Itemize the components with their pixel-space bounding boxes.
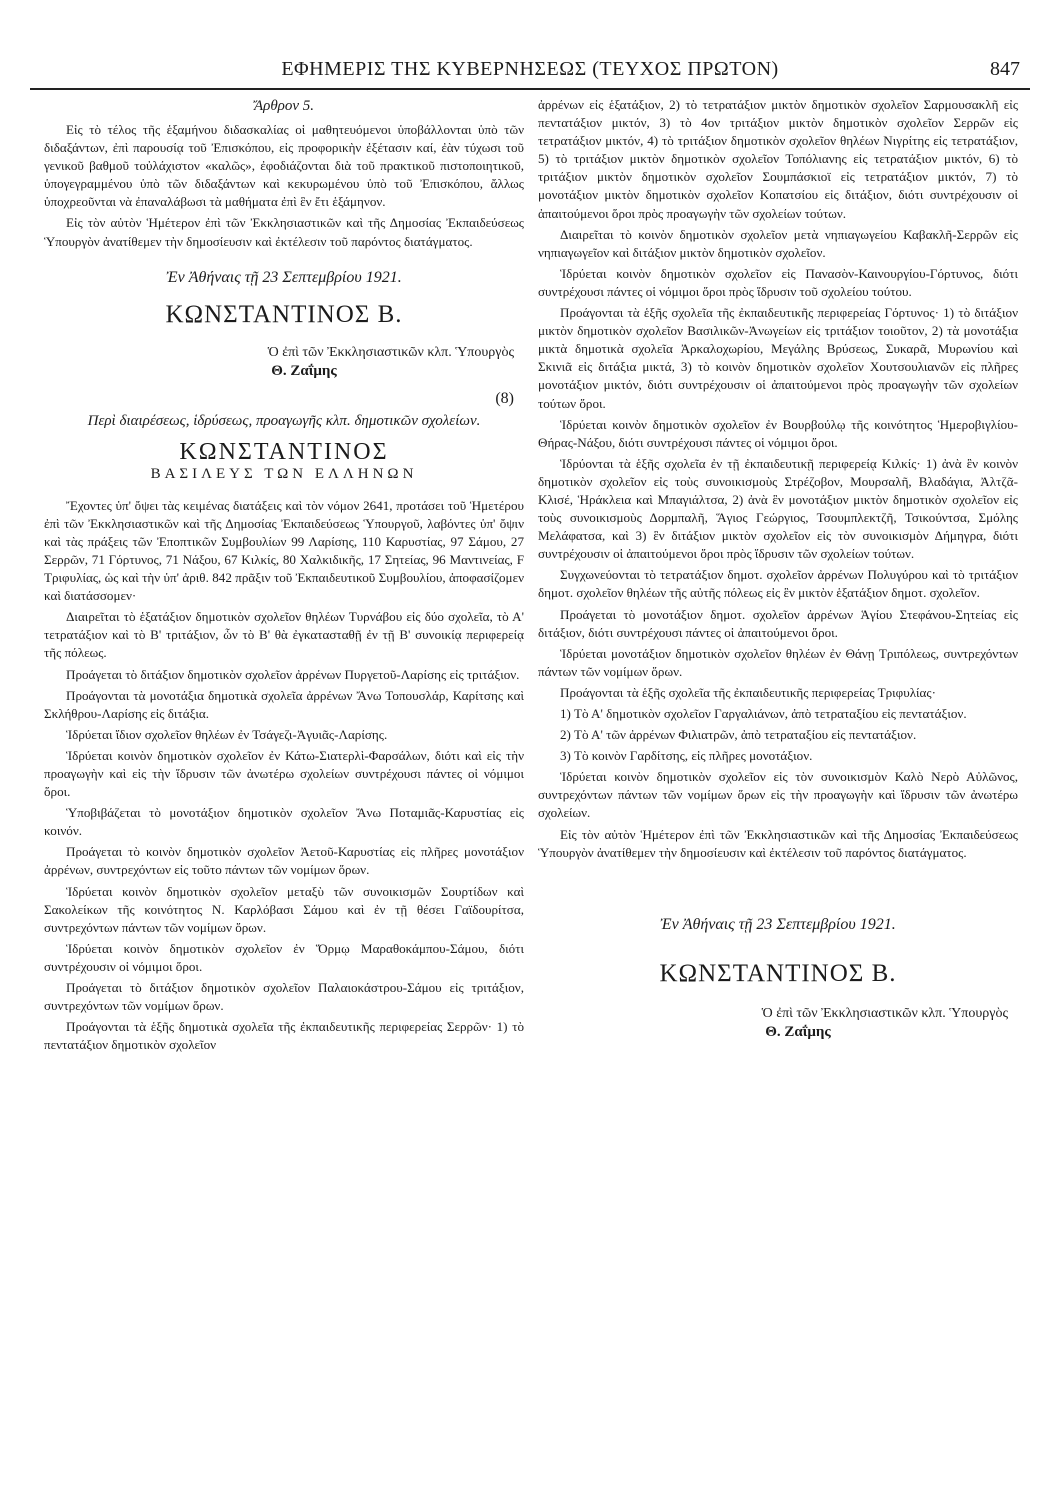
paragraph: Προάγονται τὰ μονοτάξια δημοτικὰ σχολεῖα ἀρρένων Ἄνω Τοπουσλάρ, Καρίτσης καὶ Σκλήθρου-Λαρίσης εἰς διτάξια. — [44, 687, 524, 721]
paragraph: Ἱδρύεται κοινὸν δημοτικὸν σχολεῖον εἰς Πανασὸν-Καινουργίου-Γόρτυνος, διότι συντρέχουσι πάντες οἱ νόμιμοι ὅροι πρὸς ἵδρυσιν τοῦ σχολείου τούτου. — [538, 265, 1018, 299]
paragraph: Προάγεται τὸ κοινὸν δημοτικὸν σχολεῖον Ἀετοῦ-Καρυστίας εἰς πλῆρες μονοτάξιον ἀρρένων, συντρεχόντων εἰς τοῦτο πάντων τῶν νομίμων ὅρων. — [44, 844, 524, 878]
paragraph: Ἱδρύεται ἴδιον σχολεῖον θηλέων ἐν Τσάγεζι-Ἀγυιᾶς-Λαρίσης. — [66, 726, 388, 742]
right-column — [538, 96, 1018, 1049]
king-signature: ΚΩΝΣΤΑΝΤΙΝΟΣ Β. — [165, 300, 403, 328]
paragraph: Εἰς τὸν αὐτὸν Ἡμέτερον ἐπὶ τῶν Ἐκκλησιαστικῶν καὶ τῆς Δημοσίας Ἐκπαιδεύσεως Ὑπουργὸν ἀνατίθεμεν τὴν δημοσίευσιν καὶ ἐκτέλεσιν τοῦ παρόντος διατάγματος. — [44, 215, 524, 249]
paragraph: Ἱδρύεται κοινὸν δημοτικὸν σχολεῖον εἰς τὸν συνοικισμὸν Καλὸ Νερὸ Αὐλῶνος, συντρεχόντων πάντων τῶν νομίμων ὅρων εἰς τὴν προαγωγὴν καὶ ἵδρυσιν τῶν ἀνωτέρω σχολείων. — [538, 769, 1018, 821]
minister-role: Ὁ ἐπὶ τῶν Ἐκκλησιαστικῶν κλπ. Ὑπουργὸς — [267, 344, 514, 360]
minister-name: Θ. Ζαΐμης — [765, 1023, 831, 1040]
paragraph: Προάγεται τὸ διτάξιον δημοτικὸν σχολεῖον ἀρρένων Πυργετοῦ-Λαρίσης εἰς τριτάξιον. — [66, 666, 520, 682]
paragraph: Ἱδρύεται κοινὸν δημοτικὸν σχολεῖον ἐν Βουρβούλῳ τῆς κοινότητος Ἡμεροβιγλίου-Θήρας-Νάξου, διότι συντρέχουσι πάντες οἱ νόμιμοι ὅροι. — [538, 416, 1018, 450]
decree-date: Ἐν Ἀθήναις τῇ 23 Σεπτεμβρίου 1921. — [660, 915, 896, 933]
page-header — [30, 52, 1030, 90]
king-title-heading: ΒΑΣΙΛΕΥΣ ΤΩΝ ΕΛΛΗΝΩΝ — [150, 465, 418, 482]
paragraph: Προάγεται τὸ μονοτάξιον δημοτ. σχολεῖον ἀρρένων Ἁγίου Στεφάνου-Σητείας εἰς διτάξιον, διότι συντρέχουσι πάντες οἱ ἀπαιτούμενοι ὅροι. — [538, 606, 1018, 640]
paragraph: Προάγονται τὰ ἑξῆς σχολεῖα τῆς ἐκπαιδευτικῆς περιφερείας Γόρτυνος· 1) τὸ διτάξιον μικτὸν δημοτικὸν σχολεῖον Βασιλικῶν-Ἀνωγείων εἰς τριτάξιον τοιοῦτον, 2) τὰ μονοτάξια μικτὰ δημοτικὰ σχολεῖα Ἀρκαλοχωρίου, Μεγάλης Βρύσεως, Συκαρᾶ, Μυρωνίου καὶ Σκινιᾶ εἰς διτάξια μικτά, 3) τὸ κοινὸν δημοτικὸν σχολεῖον Χουτσουλιανῶν εἰς πλῆρες μονοτάξιον μικτόν, διότι συντρέχουσιν οἱ ἀπαιτούμενοι πρὸς προαγωγὴν τῶν σχολείων τούτων ὅροι. — [538, 305, 1018, 411]
paragraph: Ἱδρύεται κοινὸν δημοτικὸν σχολεῖον μεταξὺ τῶν συνοικισμῶν Σουρτίδων καὶ Σακολείκων τῆς κοινότητος Ν. Καρλόβασι Σάμου καὶ ἐν τῇ θέσει Γαϊδουρίτσα, συντρεχόντων πάντων τῶν νομίμων ὅρων. — [44, 883, 524, 935]
paragraph: Ἱδρύεται κοινὸν δημοτικὸν σχολεῖον ἐν Ὅρμῳ Μαραθοκάμπου-Σάμου, διότι συντρέχουσιν οἱ νόμιμοι ὅροι. — [44, 940, 524, 974]
gazette-title: ΕΦΗΜΕΡΙΣ ΤΗΣ ΚΥΒΕΡΝΗΣΕΩΣ (ΤΕΥΧΟΣ ΠΡΩΤΟΝ) — [281, 58, 779, 80]
paragraph: Εἰς τὸν αὐτὸν Ἡμέτερον ἐπὶ τῶν Ἐκκλησιαστικῶν καὶ τῆς Δημοσίας Ἐκπαιδεύσεως Ὑπουργὸν ἀνατίθεμεν τὴν δημοσίευσιν καὶ ἐκτέλεσιν τοῦ παρόντος διατάγματος. — [538, 826, 1018, 860]
minister-role: Ὁ ἐπὶ τῶν Ἐκκλησιαστικῶν κλπ. Ὑπουργὸς — [761, 1005, 1008, 1021]
left-column — [44, 96, 524, 1054]
paragraph: Ἱδρύεται κοινὸν δημοτικὸν σχολεῖον ἐν Κάτω-Σιατερλὶ-Φαρσάλων, διότι καὶ εἰς τὴν προαγωγὴν καὶ εἰς τὴν ἵδρυσιν τῶν ἀνωτέρω σχολείων συντρέχουσι πάντες οἱ νόμιμοι ὅροι. — [44, 747, 524, 800]
paragraph: Προάγεται τὸ διτάξιον δημοτικὸν σχολεῖον Παλαιοκάστρου-Σάμου εἰς τριτάξιον, συντρεχόντων τῶν νομίμων ὅρων. — [44, 980, 524, 1014]
list-item: 2) Τὸ Α' τῶν ἀρρένων Φιλιατρῶν, ἀπὸ τετραταξίου εἰς πεντατάξιον. — [560, 727, 917, 743]
decree-number: (8) — [495, 389, 514, 407]
list-item: 1) Τὸ Α' δημοτικὸν σχολεῖον Γαργαλιάνων, ἀπὸ τετραταξίου εἰς πεντατάξιον. — [560, 706, 967, 721]
king-name-heading: ΚΩΝΣΤΑΝΤΙΝΟΣ — [179, 438, 389, 465]
decree-number-row — [44, 388, 524, 412]
paragraph: Ἱδρύονται τὰ ἑξῆς σχολεῖα ἐν τῇ ἐκπαιδευτικῇ περιφερείᾳ Κιλκίς· 1) ἀνὰ ἓν κοινὸν δημοτικὸν σχολεῖον εἰς τοὺς συνοικισμοὺς Στρέζοβον, Μουρσαλῆ, Βλαδάγια, Ἀλτζᾶ-Κλισέ, Ἡράκλεια καὶ Μπαγιάλτσα, 2) ἀνὰ ἓν μονοτάξιον μικτὸν δημοτικὸν σχολεῖον εἰς τοὺς συνοικισμοὺς Δορμπαλῆ, Ἅγιος Γεώργιος, Τσουμπλεκτζῆ, Τσικούντσα, Σμόλης Μελάφατσα, καὶ 3) ἓν διτάξιον μικτὸν σχολεῖον εἰς τὸν συνοικισμὸν Δήμηγρα, διότι συντρέχουσιν οἱ ἀπαιτούμενοι ὅροι πρὸς ἵδρυσιν τῶν σχολείων τούτων. — [538, 455, 1018, 562]
paragraph: Διαιρεῖται τὸ ἑξατάξιον δημοτικὸν σχολεῖον θηλέων Τυρνάβου εἰς δύο σχολεῖα, τὸ Α' τετρατάξιον καὶ τὸ Β' τριτάξιον, ὧν τὸ Β' θὰ ἐγκατασταθῇ ἐν τῇ Β' συνοικίᾳ περιφερείᾳ τῆς πόλεως. — [44, 609, 524, 661]
paragraph: Προάγονται τὰ ἑξῆς σχολεῖα τῆς ἐκπαιδευτικῆς περιφερείας Τριφυλίας· — [560, 684, 936, 700]
paragraph: Ἔχοντες ὑπ' ὄψει τὰς κειμένας διατάξεις καὶ τὸν νόμον 2641, προτάσει τοῦ Ἡμετέρου ἐπὶ τῶν Ἐκκλησιαστικῶν καὶ τῆς Δημοσίας Ἐκπαιδεύσεως Ὑπουργοῦ, λαβόντες ὑπ' ὄψιν καὶ τὰς πράξεις τῶν Ἐποπτικῶν Συμβουλίων 99 Λαρίσης, 110 Καρυστίας, 97 Σάμου, 27 Σερρῶν, 71 Γόρτυνος, 71 Νάξου, 67 Κιλκίς, 80 Χαλκιδικῆς, 17 Σητείας, 96 Μαντινείας, F Τριφυλίας, ὡς καὶ τὴν ὑπ' ἀριθ. 842 πρᾶξιν τοῦ Ἐκπαιδευτικοῦ Συμβουλίου, ἀποφασίζομεν καὶ διατάσσομεν· — [44, 497, 524, 604]
paragraph: Συγχωνεύονται τὸ τετρατάξιον δημοτ. σχολεῖον ἀρρένων Πολυγύρου καὶ τὸ τριτάξιον δημοτ. σχολεῖον θηλέων τῆς αὐτῆς πόλεως εἰς ἓν μικτὸν ἑξατάξιον δημοτ. σχολεῖον. — [538, 567, 1018, 601]
list-item: 3) Τὸ κοινὸν Γαρδίτσης, εἰς πλῆρες μονοτάξιον. — [560, 748, 813, 764]
minister-name: Θ. Ζαΐμης — [271, 362, 337, 379]
article-title: Ἄρθρον 5. — [253, 98, 315, 114]
decree-subject: Περὶ διαιρέσεως, ἱδρύσεως, προαγωγῆς κλπ. δημοτικῶν σχολείων. — [87, 412, 481, 429]
paragraph: Προάγονται τὰ ἑξῆς δημοτικὰ σχολεῖα τῆς ἐκπαιδευτικῆς περιφερείας Σερρῶν· 1) τὸ πεντατάξιον δημοτικὸν σχολεῖον — [44, 1019, 524, 1053]
decree-date: Ἐν Ἀθήναις τῇ 23 Σεπτεμβρίου 1921. — [166, 268, 402, 286]
page-number: 847 — [990, 58, 1020, 80]
king-signature: ΚΩΝΣΤΑΝΤΙΝΟΣ Β. — [659, 959, 897, 987]
paragraph: ἀρρένων εἰς ἑξατάξιον, 2) τὸ τετρατάξιον μικτὸν δημοτικὸν σχολεῖον Σαρμουσακλῆ εἰς πεντατάξιον μικτόν, 3) τὸ 4ον τριτάξιον μικτὸν δημοτικὸν σχολεῖον Σερρῶν εἰς τετρατάξιον μικτόν, 4) τὸ τριτάξιον δημοτικὸν σχολεῖον θηλέων Νιγρίτης εἰς τετρατάξιον, 5) τὸ τριτάξιον μικτὸν δημοτικὸν σχολεῖον Τοπόλιανης εἰς τετρατάξιον μικτόν, 6) τὸ τριτάξιον μικτὸν δημοτικὸν σχολεῖον Σουμπάσκιοϊ εἰς τετρατάξιον μικτόν, 7) τὸ μονοτάξιον μικτὸν δημοτικὸν σχολεῖον Κοπατσίου εἰς διτάξιον, διότι συντρέχουσιν οἱ ἀπαιτούμενοι ὅροι πρὸς προαγωγὴν τῶν σχολείων τούτων. — [538, 97, 1018, 221]
paragraph: Ἱδρύεται μονοτάξιον δημοτικὸν σχολεῖον θηλέων ἐν Θάνῃ Τριπόλεως, συντρεχόντων πάντων τῶν νομίμων ὅρων. — [538, 645, 1018, 679]
paragraph: Ὑποβιβάζεται τὸ μονοτάξιον δημοτικὸν σχολεῖον Ἄνω Ποταμιᾶς-Καρυστίας εἰς κοινόν. — [44, 805, 524, 839]
paragraph: Διαιρεῖται τὸ κοινὸν δημοτικὸν σχολεῖον μετὰ νηπιαγωγείου Καβακλῆ-Σερρῶν εἰς νηπιαγωγεῖον καὶ διτάξιον μικτὸν δημοτικὸν σχολεῖον. — [538, 226, 1018, 260]
paragraph: Εἰς τὸ τέλος τῆς ἑξαμήνου διδασκαλίας οἱ μαθητευόμενοι ὑποβάλλονται ὑπὸ τῶν διδαξάντων, ἐπὶ παρουσίᾳ τοῦ Ἐπισκόπου, εἰς προφορικὴν ἐξέτασιν καί, ἐὰν τύχωσι τοῦ γενικοῦ βαθμοῦ τοὐλάχιστον «καλῶς», ἐφοδιάζονται διὰ τοῦ πρακτικοῦ πιστοποιητικοῦ, ὑπογεγραμμένου ὑπὸ τῶν διδαξάντων καὶ κεκυρωμένου ὑπὸ τοῦ Ἐπισκόπου, ἄλλως ὑποχρεοῦνται νὰ ἐπαναλάβωσι τὰ μαθήματα ἐπὶ ἓν ἔτι ἑξάμηνον. — [44, 122, 524, 210]
